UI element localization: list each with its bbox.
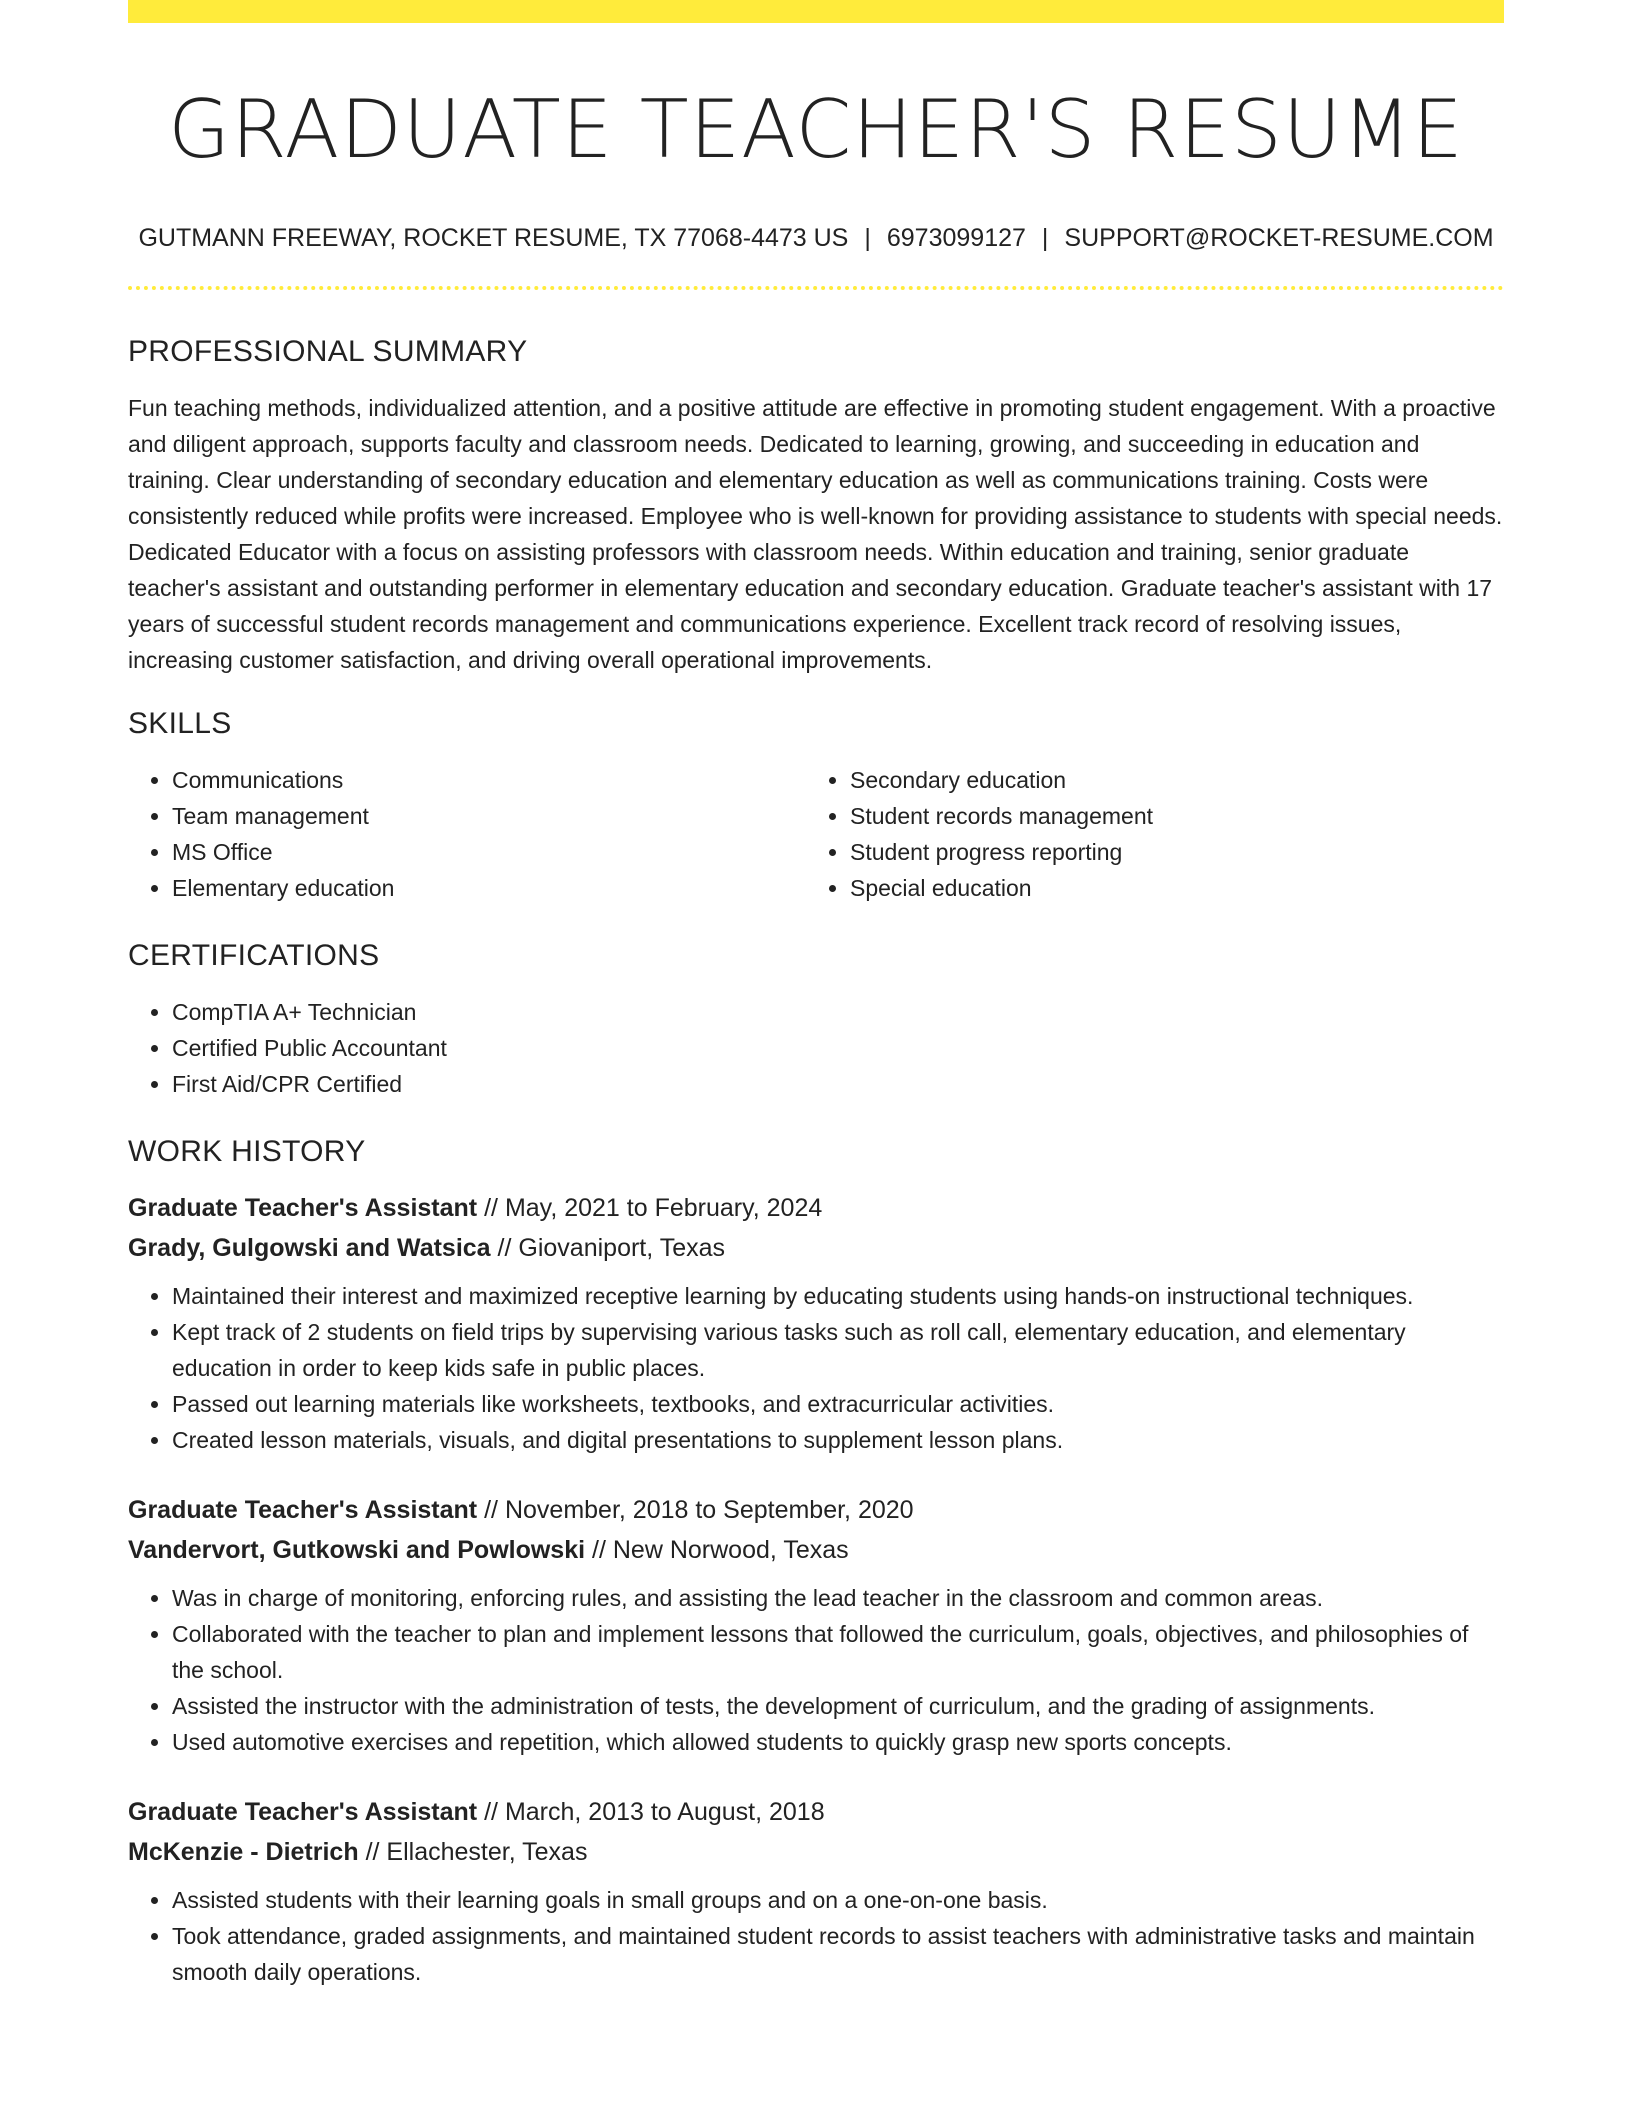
certification-item: • First Aid/CPR Certified: [172, 1066, 1504, 1102]
job-bullet: • Created lesson materials, visuals, and digital presentations to supplement lesson plans.: [172, 1422, 1504, 1458]
job-divider: //: [592, 1536, 606, 1564]
job-title-line: [128, 1792, 1504, 1832]
skills-column-right: [806, 762, 1484, 906]
job-bullet: • Was in charge of monitoring, enforcing rules, and assisting the lead teacher in the classroom and common areas.: [172, 1580, 1504, 1616]
resume-title: GRADUATE TEACHER'S RESUME: [168, 83, 1464, 176]
job-company-line: [128, 1832, 1504, 1872]
job-role: Graduate Teacher's Assistant: [128, 1194, 478, 1222]
certification-item: • Certified Public Accountant: [172, 1030, 1504, 1066]
certifications-list: [128, 994, 1504, 1102]
job-divider: //: [365, 1838, 380, 1866]
job-role: Graduate Teacher's Assistant: [128, 1798, 478, 1826]
job-role: Graduate Teacher's Assistant: [128, 1496, 478, 1524]
job-company: Grady, Gulgowski and Watsica: [128, 1234, 491, 1262]
job-location: Giovaniport, Texas: [518, 1234, 725, 1262]
work-history-heading: WORK HISTORY: [128, 1135, 366, 1168]
job-divider: //: [484, 1496, 498, 1524]
contact-email: SUPPORT@ROCKET-RESUME.COM: [1064, 224, 1494, 252]
job-bullets: [128, 1882, 1504, 1990]
job-bullets: [128, 1580, 1504, 1760]
skill-item: • Secondary education: [850, 762, 1484, 798]
dotted-divider: [128, 286, 1504, 290]
skill-item: • Elementary education: [172, 870, 806, 906]
job-bullets: [128, 1278, 1504, 1458]
skill-item: • MS Office: [172, 834, 806, 870]
resume-content: [128, 0, 1504, 1990]
skills-column-left: [128, 762, 806, 906]
job-company-line: [128, 1530, 1504, 1570]
job-divider: //: [497, 1234, 512, 1262]
job-bullet: • Collaborated with the teacher to plan and implement lessons that followed the curriculum, goals, objectives, and philosophies of the school.: [172, 1616, 1504, 1688]
job-bullet: • Took attendance, graded assignments, and maintained student records to assist teachers with administrative tasks and maintain smooth daily operations.: [172, 1918, 1504, 1990]
contact-phone: 6973099127: [886, 224, 1026, 252]
job-company-line: [128, 1228, 1504, 1268]
contact-separator: |: [864, 224, 871, 252]
skill-item: • Student progress reporting: [850, 834, 1484, 870]
job-title-line: [128, 1490, 1504, 1530]
job-entry: [128, 1490, 1504, 1760]
job-location: New Norwood, Texas: [612, 1536, 849, 1564]
job-dates: November, 2018 to September, 2020: [504, 1496, 914, 1524]
certification-item: • CompTIA A+ Technician: [172, 994, 1504, 1030]
job-entry: [128, 1188, 1504, 1458]
skill-item: • Student records management: [850, 798, 1484, 834]
summary-text: Fun teaching methods, individualized attention, and a positive attitude are effective in promoting student engagement. With a proactive and diligent approach, supports faculty and classroom needs. Dedicated to learning, growing, and succeeding in education and training. Clear understanding of secondary education and elementary education as well as communications training. Costs were consistently reduced while profits were increased. Employee who is well-known for providing assistance to students with special needs. Dedicated Educator with a focus on assisting professors with classroom needs. Within education and training, senior graduate teacher's assistant and outstanding performer in elementary education and secondary education. Graduate teacher's assistant with 17 years of successful student records management and communications experience. Excellent track record of resolving issues, increasing customer satisfaction, and driving overall operational improvements.: [128, 395, 1503, 673]
job-dates: March, 2013 to August, 2018: [504, 1798, 825, 1826]
job-divider: //: [484, 1798, 498, 1826]
skills-list: [128, 762, 1504, 906]
skill-item: • Communications: [172, 762, 806, 798]
job-bullet: • Passed out learning materials like worksheets, textbooks, and extracurricular activities.: [172, 1386, 1504, 1422]
job-divider: //: [484, 1194, 498, 1222]
job-title-line: [128, 1188, 1504, 1228]
contact-address: GUTMANN FREEWAY, ROCKET RESUME, TX 77068-4473 US: [138, 224, 849, 252]
job-dates: May, 2021 to February, 2024: [504, 1194, 823, 1222]
job-bullet: • Kept track of 2 students on field trips by supervising various tasks such as roll call, elementary education, and elementary education in order to keep kids safe in public places.: [172, 1314, 1504, 1386]
job-company: McKenzie - Dietrich: [128, 1838, 359, 1866]
job-company: Vandervort, Gutkowski and Powlowski: [128, 1536, 586, 1564]
job-location: Ellachester, Texas: [386, 1838, 588, 1866]
job-bullet: • Assisted the instructor with the administration of tests, the development of curriculum, and the grading of assignments.: [172, 1688, 1504, 1724]
skills-heading: SKILLS: [128, 707, 232, 740]
job-entry: [128, 1792, 1504, 1990]
certifications-heading: CERTIFICATIONS: [128, 939, 380, 972]
job-bullet: • Used automotive exercises and repetition, which allowed students to quickly grasp new sports concepts.: [172, 1724, 1504, 1760]
contact-line: [128, 222, 1504, 254]
contact-separator: |: [1041, 224, 1049, 252]
job-bullet: • Maintained their interest and maximized receptive learning by educating students using hands-on instructional techniques.: [172, 1278, 1504, 1314]
summary-heading: PROFESSIONAL SUMMARY: [128, 335, 528, 368]
skill-item: • Special education: [850, 870, 1484, 906]
job-bullet: • Assisted students with their learning goals in small groups and on a one-on-one basis.: [172, 1882, 1504, 1918]
skill-item: • Team management: [172, 798, 806, 834]
